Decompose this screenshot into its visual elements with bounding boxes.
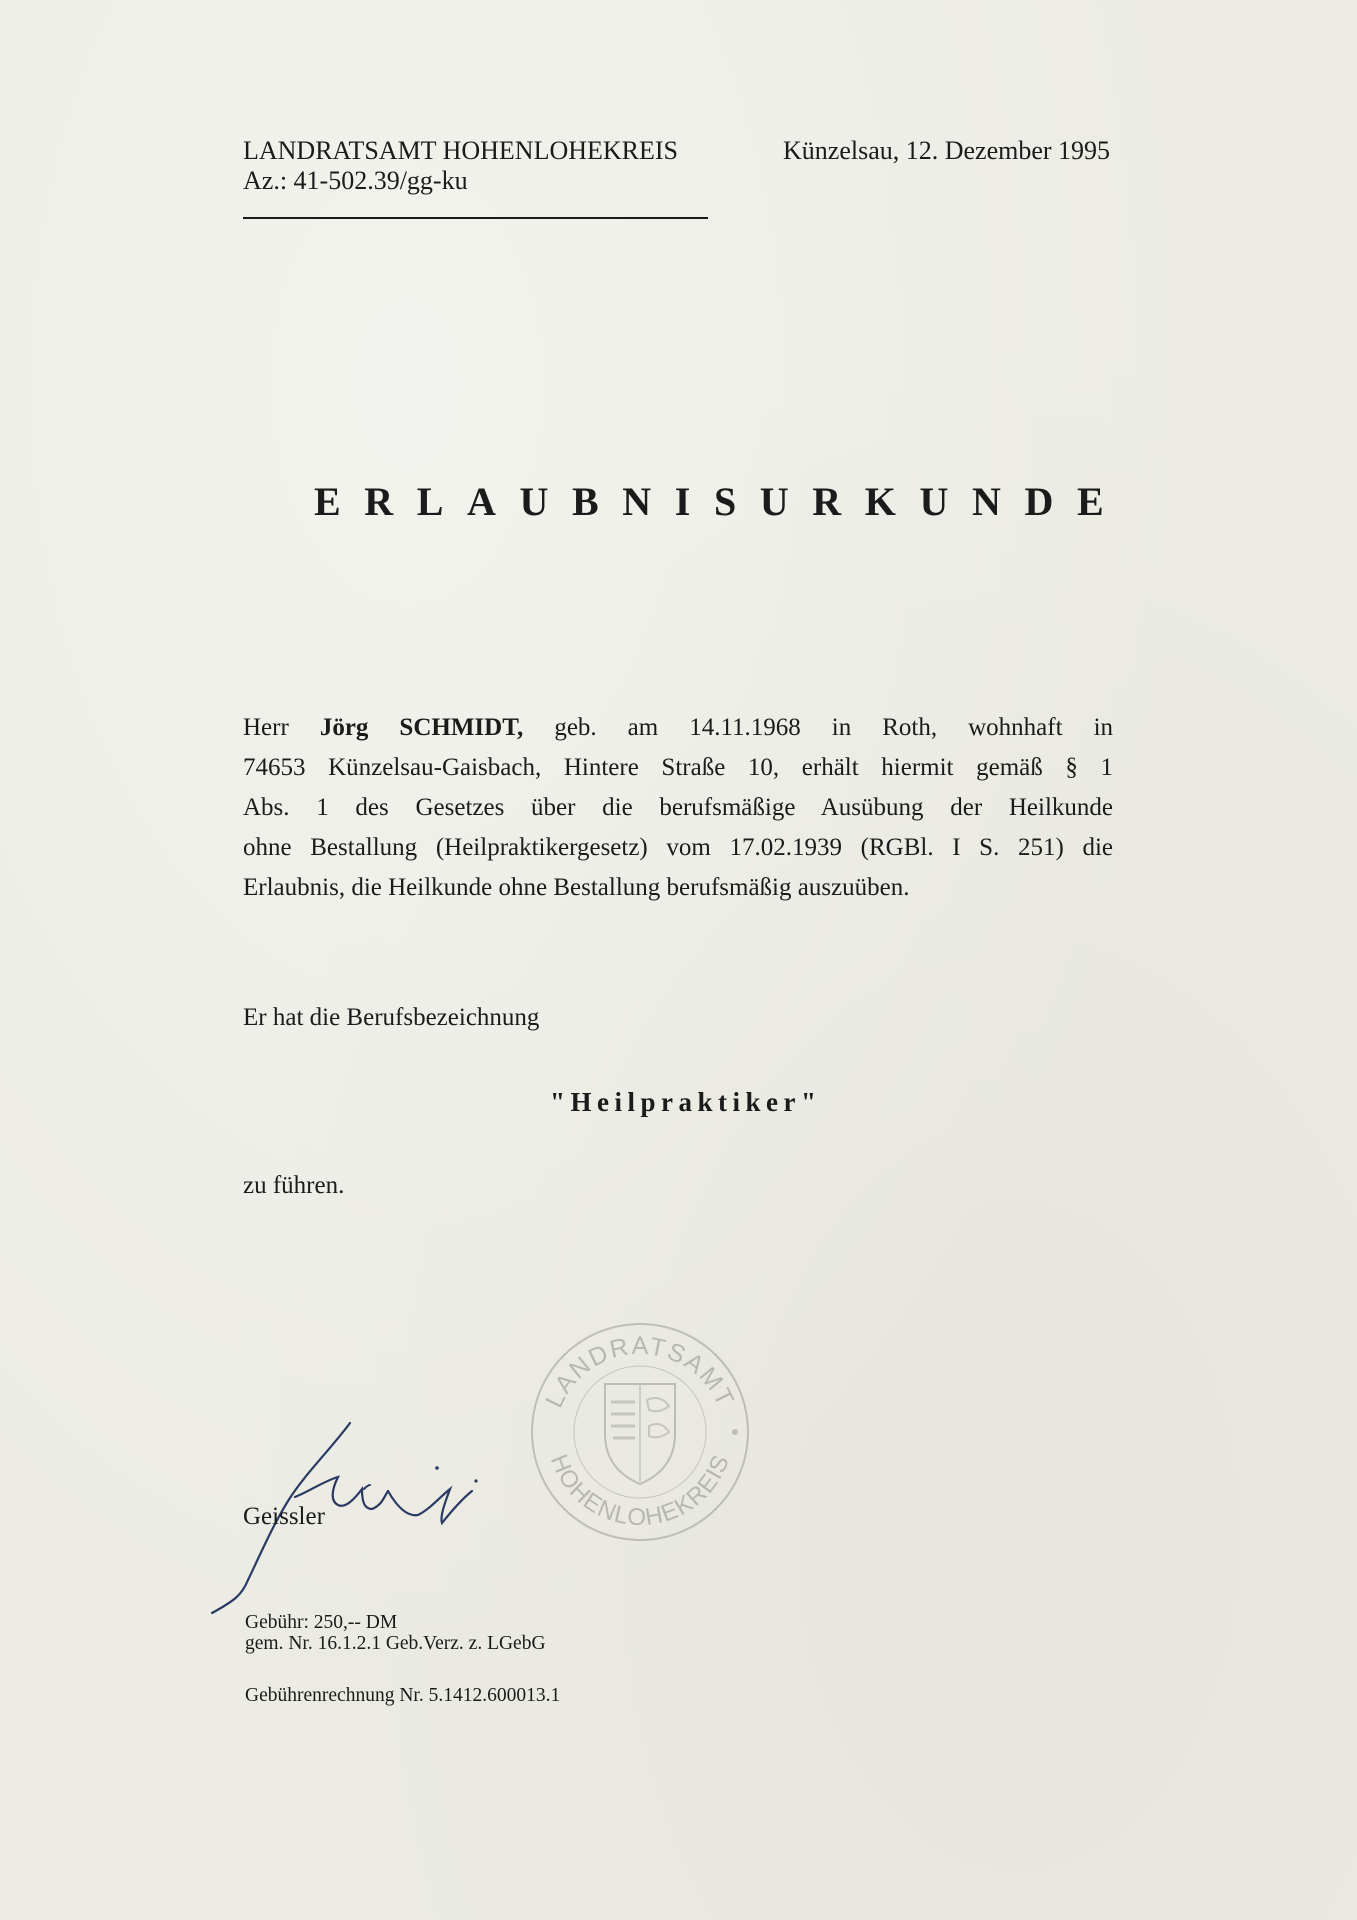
official-seal-icon (525, 1314, 755, 1544)
svg-text:HOHENLOHEKREIS: HOHENLOHEKREIS (544, 1450, 736, 1532)
birth-residence: geb. am 14.11.1968 in Roth, wohnhaft in (554, 714, 1114, 741)
permit-line-1 (243, 708, 1113, 748)
salutation: Herr (243, 714, 289, 741)
fee-block (245, 1612, 546, 1654)
permit-line-2: 74653 Künzelsau-Gaisbach, Hintere Straße 10, erhält hiermit gemäß § 1 (243, 754, 1113, 781)
permit-line-3: Abs. 1 des Gesetzes über die berufsmäßige Ausübung der Heilkunde (243, 794, 1113, 821)
header-divider (243, 217, 708, 219)
permit-line-5: Erlaubnis, die Heilkunde ohne Bestallung berufsmäßig auszuüben. (243, 874, 910, 901)
invoice-number: Gebührenrechnung Nr. 5.1412.600013.1 (245, 1685, 561, 1706)
holder-name: Jörg SCHMIDT, (319, 714, 524, 741)
fee-amount: Gebühr: 250,-- DM (245, 1612, 398, 1633)
authority-name: LANDRATSAMT HOHENLOHEKREIS (243, 136, 679, 165)
profession-intro: Er hat die Berufsbezeichnung (243, 1004, 540, 1031)
fee-basis: gem. Nr. 16.1.2.1 Geb.Verz. z. LGebG (245, 1633, 546, 1654)
document-title: ERLAUBNISURKUNDE (314, 479, 1128, 524)
signer-name: Geissler (243, 1503, 325, 1530)
place-date: Künzelsau, 12. Dezember 1995 (783, 136, 1111, 165)
permit-line-4: ohne Bestallung (Heilpraktikergesetz) vom 17.02.1939 (RGBl. I S. 251) die (243, 834, 1113, 861)
permit-text (243, 708, 1113, 908)
profession-outro: zu führen. (243, 1172, 345, 1199)
profession-title: "Heilpraktiker" (550, 1087, 822, 1117)
svg-text:LANDRATSAMT: LANDRATSAMT (540, 1331, 740, 1412)
file-reference: Az.: 41-502.39/gg-ku (243, 166, 468, 195)
letterhead (243, 136, 678, 196)
